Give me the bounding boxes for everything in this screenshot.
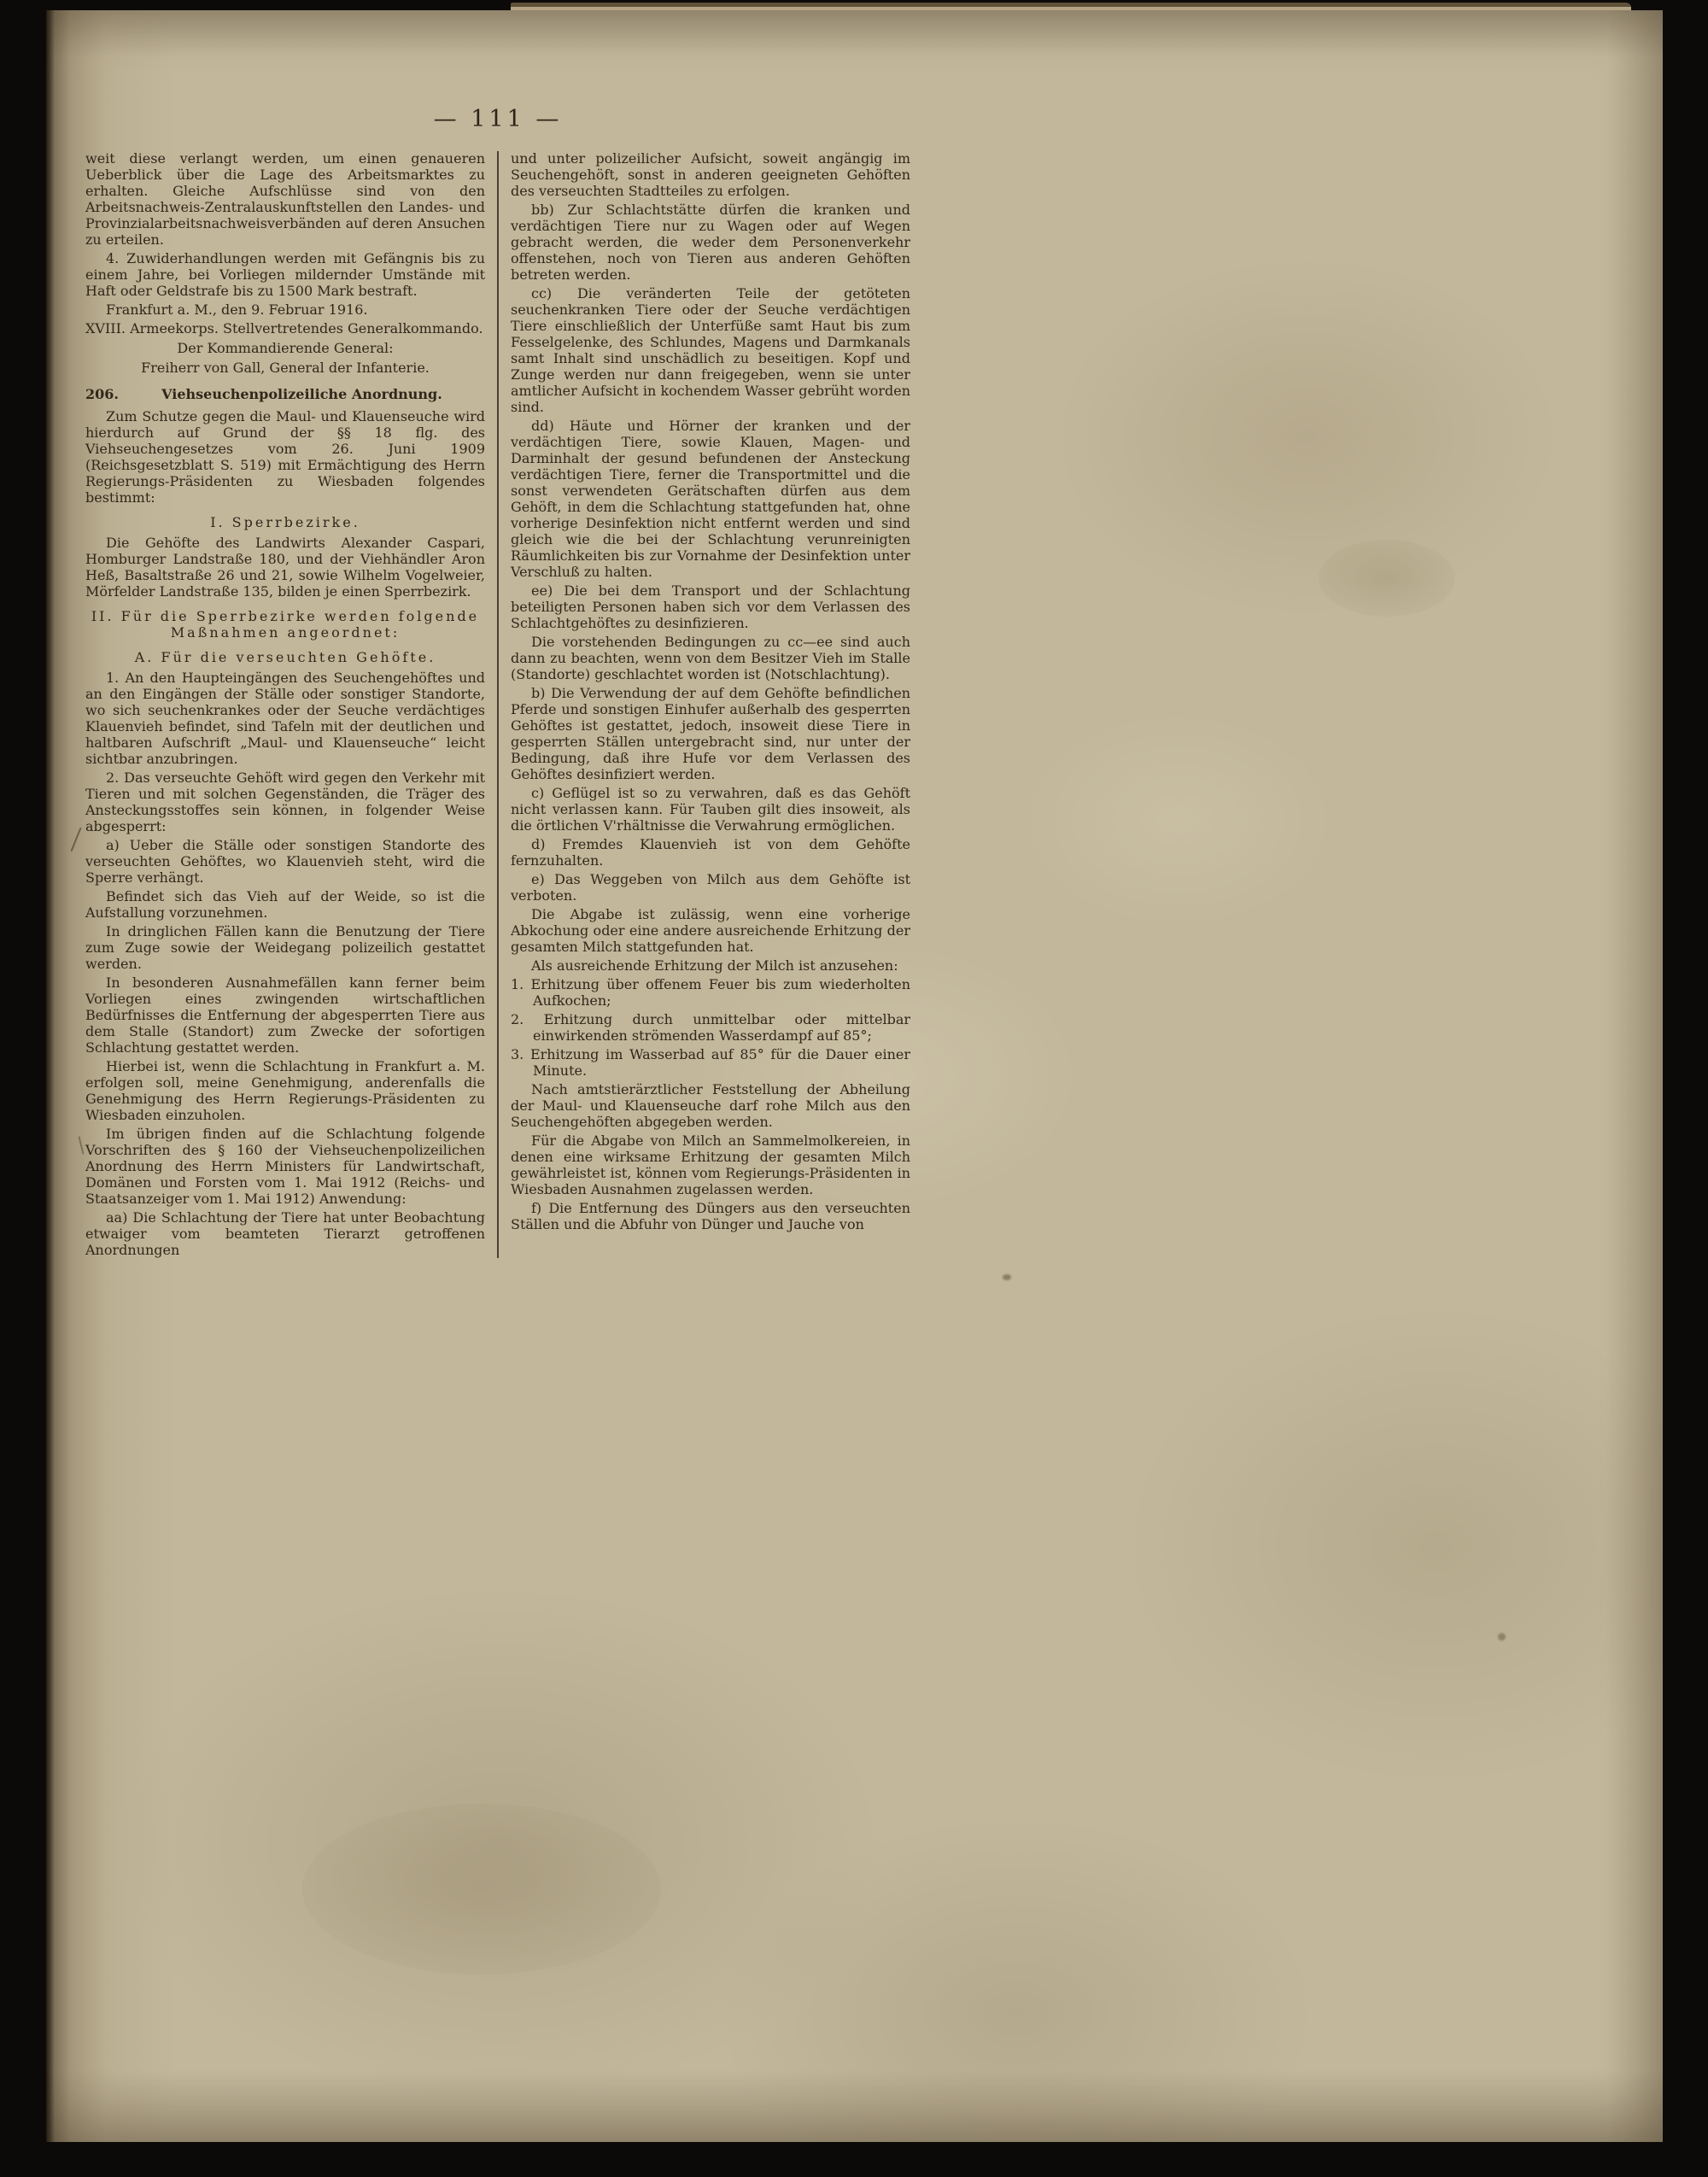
centered-line: Freiherr von Gall, General der Infanterie. <box>141 360 430 376</box>
paragraph: bb) Zur Schlachtstätte dürfen die kranken und verdächtigen Tiere nur zu Wagen oder auf Wegen gebracht werden, die weder dem Personenverkehr offenstehen, noch von Tieren aus anderen Gehöften betreten werden. <box>511 202 910 283</box>
paragraph-continuation: XVIII. Armeekorps. Stellvertretendes Generalkommando. <box>85 320 483 336</box>
paragraph-continuation: weit diese verlangt werden, um einen genaueren Ueberblick über die Lage des Arbeitsmarktes zu erhalten. Gleiche Aufschlüsse sind von den Arbeitsnachweis-Zentralauskunftstellen den Landes- und Provinzialarbeitsnachweisverbänden auf deren Ansuchen zu erteilen. <box>85 150 485 248</box>
paragraph: Die Abgabe ist zulässig, wenn eine vorherige Abkochung oder eine andere ausreichende Erhitzung der gesamten Milch stattgefunden hat. <box>511 906 910 955</box>
paragraph: ee) Die bei dem Transport und der Schlachtung beteiligten Personen haben sich vor dem Verlassen des Schlachtgehöftes zu desinfizieren. <box>511 582 910 631</box>
paragraph: Befindet sich das Vieh auf der Weide, so ist die Aufstallung vorzunehmen. <box>85 888 485 921</box>
list-item: 2. Erhitzung durch unmittelbar oder mittelbar einwirkenden strömenden Wasserdampf auf 85°; <box>511 1011 910 1044</box>
paragraph: 4. Zuwiderhandlungen werden mit Gefängnis bis zu einem Jahre, bei Vorliegen mildernder Umstände mit Haft oder Geldstrafe bis zu 1500 Mark bestraft. <box>85 250 485 299</box>
paragraph: c) Geflügel ist so zu verwahren, daß es das Gehöft nicht verlassen kann. Für Tauben gilt dies insoweit, als die örtlichen V'rhältnisse die Verwahrung ermöglichen. <box>511 785 910 834</box>
spaced-heading: I. Sperrbezirke. <box>210 514 360 530</box>
list-item: 3. Erhitzung im Wasserbad auf 85° für die Dauer einer Minute. <box>511 1046 910 1079</box>
paragraph: Zum Schutze gegen die Maul- und Klauenseuche wird hierdurch auf Grund der §§ 18 flg. des Viehseuchengesetzes vom 26. Juni 1909 (Reichsgesetzblatt S. 519) mit Ermächtigung des Herrn Regierungs-Präsidenten zu Wiesbaden folgendes bestimmt: <box>85 408 485 506</box>
page-paper <box>46 10 1663 2142</box>
margin-mark <box>70 828 81 852</box>
paragraph: b) Die Verwendung der auf dem Gehöfte befindlichen Pferde und sonstigen Einhufer außerhalb des gesperrten Gehöftes ist gestattet, jedoch, insoweit diese Tiere in gesperrten Ställen untergebracht sind, nur unter der Bedingung, daß ihre Hufe vor dem Verlassen des Gehöftes desinfiziert werden. <box>511 685 910 782</box>
paragraph: In dringlichen Fällen kann die Benutzung der Tiere zum Zuge sowie der Weidegang polizeilich gestattet werden. <box>85 923 485 972</box>
paragraph: Im übrigen finden auf die Schlachtung folgende Vorschriften des § 160 der Viehseuchenpolizeilichen Anordnung des Herrn Ministers für Landwirtschaft, Domänen und Forsten vom 1. Mai 1912 (Reichs- und Staatsanzeiger vom 1. Mai 1912) Anwendung: <box>85 1126 485 1207</box>
paragraph: 2. Das verseuchte Gehöft wird gegen den Verkehr mit Tieren und mit solchen Gegenständen, die Träger des Ansteckungsstoffes sein können, in folgender Weise abgesperrt: <box>85 770 485 834</box>
margin-mark <box>78 1136 84 1155</box>
paper-stain <box>1498 1633 1506 1641</box>
paragraph: Als ausreichende Erhitzung der Milch ist anzusehen: <box>531 957 898 974</box>
left-column <box>85 148 485 1258</box>
right-column <box>511 148 910 1258</box>
page-number: — 111 — <box>433 106 563 132</box>
paper-stain <box>1003 1274 1011 1280</box>
paragraph: a) Ueber die Ställe oder sonstigen Standorte des verseuchten Gehöftes, wo Klauenvieh steht, wird die Sperre verhängt. <box>85 837 485 886</box>
paragraph: d) Fremdes Klauenvieh ist von dem Gehöfte fernzuhalten. <box>511 836 910 869</box>
paragraph: Die vorstehenden Bedingungen zu cc—ee sind auch dann zu beachten, wenn von dem Besitzer Vieh im Stalle (Standorte) geschlachtet worden ist (Notschlachtung). <box>511 634 910 682</box>
paragraph: Die Gehöfte des Landwirts Alexander Caspari, Homburger Landstraße 180, und der Viehhändler Aron Heß, Basaltstraße 26 und 21, sowie Wilhelm Vogelweier, Mörfelder Landstraße 135, bilden je einen Sperrbezirk. <box>85 535 485 600</box>
paragraph: Hierbei ist, wenn die Schlachtung in Frankfurt a. M. erfolgen soll, meine Genehmigung, anderenfalls die Genehmigung des Herrn Regierungs-Präsidenten zu Wiesbaden einzuholen. <box>85 1058 485 1123</box>
paper-stain <box>302 1804 661 1975</box>
paragraph: dd) Häute und Hörner der kranken und der verdächtigen Tiere, sowie Klauen, Magen- und Darminhalt der gesund befundenen der Ansteckung verdächtigen Tiere, ferner die Transportmittel und die sonst verwendeten Gerätschaften dürfen aus dem Gehöft, in dem die Schlachtung stattgefunden hat, ohne vorherige Desinfektion nicht entfernt werden und sind gleich wie die bei der Schlachtung verunreinigten Räumlichkeiten bis zur Vornahme der Desinfektion unter Verschluß zu halten. <box>511 418 910 580</box>
paragraph: cc) Die veränderten Teile der getöteten seuchenkranken Tiere oder der Seuche verdächtigen Tiere einschließlich der Unterfüße samt Haut bis zum Fesselgelenke, des Schlundes, Magens und Darmkanals samt Inhalt sind unschädlich zu beseitigen. Kopf und Zunge werden nur dann freigegeben, wenn sie unter amtlicher Aufsicht in kochendem Wasser gebrüht worden sind. <box>511 285 910 415</box>
columns <box>85 148 910 1258</box>
paragraph: In besonderen Ausnahmefällen kann ferner beim Vorliegen eines zwingenden wirtschaftlichen Bedürfnisses die Entfernung der abgesperrten Tiere aus dem Stalle (Standort) zum Zwecke der sofortigen Schlachtung gestattet werden. <box>85 974 485 1056</box>
column-divider <box>497 151 499 1258</box>
paragraph: Für die Abgabe von Milch an Sammelmolkereien, in denen eine wirksame Erhitzung der gesamten Milch gewährleistet ist, können vom Regierungs-Präsidenten in Wiesbaden Ausnahmen zugelassen werden. <box>511 1132 910 1197</box>
paragraph-continuation: und unter polizeilicher Aufsicht, soweit angängig im Seuchengehöft, sonst in anderen geeigneten Gehöften des verseuchten Stadtteiles zu erfolgen. <box>511 150 910 199</box>
article-title: Viehseuchenpolizeiliche Anordnung. <box>161 386 442 402</box>
text-block <box>85 106 910 1258</box>
list-item: 1. Erhitzung über offenem Feuer bis zum wiederholten Aufkochen; <box>511 976 910 1009</box>
paragraph: e) Das Weggeben von Milch aus dem Gehöfte ist verboten. <box>511 871 910 904</box>
spaced-heading: A. Für die verseuchten Gehöfte. <box>134 649 436 665</box>
paragraph: Nach amtstierärztlicher Feststellung der Abheilung der Maul- und Klauenseuche darf rohe Milch aus den Seuchengehöften abgegeben werden. <box>511 1081 910 1130</box>
spaced-heading: II. Für die Sperrbezirke werden folgende Maßnahmen angeordnet: <box>91 608 480 641</box>
binding-gutter <box>46 10 55 2142</box>
article-heading <box>85 386 485 402</box>
paper-stain <box>1319 540 1455 617</box>
paragraph: 1. An den Haupteingängen des Seuchengehöftes und an den Eingängen der Ställe oder sonstiger Standorte, wo sich seuchenkrankes oder der Seuche verdächtiges Klauenvieh befindet, sind Tafeln mit der deutlichen und haltbaren Aufschrift „Maul- und Klauenseuche“ leicht sichtbar anzubringen. <box>85 670 485 767</box>
paragraph: aa) Die Schlachtung der Tiere hat unter Beobachtung etwaiger vom beamteten Tierarzt getroffenen Anordnungen <box>85 1209 485 1258</box>
paragraph: f) Die Entfernung des Düngers aus den verseuchten Ställen und die Abfuhr von Dünger und Jauche von <box>511 1200 910 1232</box>
centered-line: Der Kommandierende General: <box>177 340 394 356</box>
paragraph: Frankfurt a. M., den 9. Februar 1916. <box>106 301 368 318</box>
article-number: 206. <box>85 386 119 402</box>
